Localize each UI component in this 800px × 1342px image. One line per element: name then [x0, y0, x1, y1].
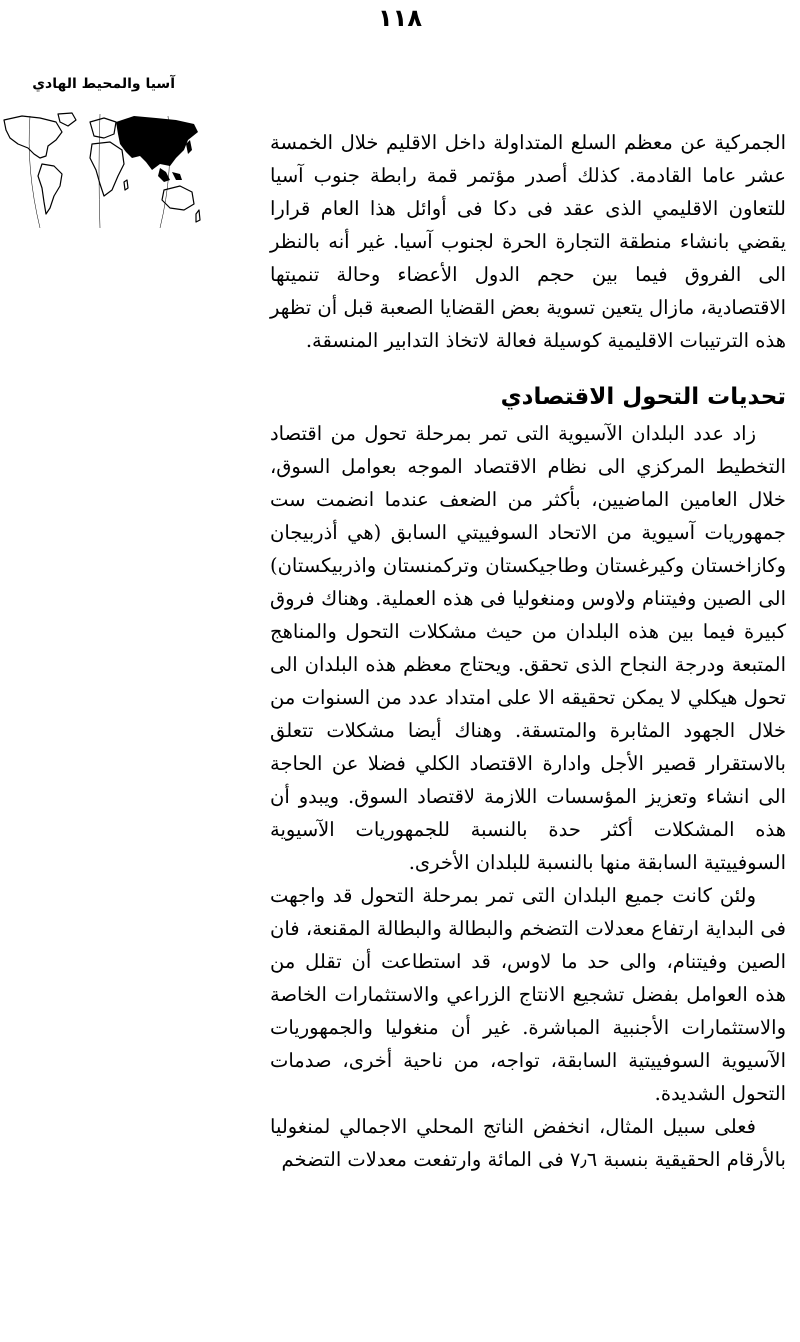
section-heading: تحديات التحول الاقتصادي [500, 384, 786, 410]
south-america-outline [38, 164, 62, 214]
north-america-outline [4, 116, 62, 158]
greenland-outline [58, 113, 76, 126]
australia-outline [162, 186, 194, 210]
paragraph-3: ولئن كانت جميع البلدان التى تمر بمرحلة التحول قد واجهت فى البداية ارتفاع معدلات التضخم والبطالة والبطالة المقنعة، فان الصين وفيتنام، والى حد ما لاوس، قد استطاعت أن تقلل من هذه العوامل بفضل تشجيع الانتاج الزراعي والاستثمارات الخاصة والاستثمارات الأجنبية المباشرة. غير أن منغوليا والجمهوريات الآسيوية السوفييتية السابقة، تواجه، من ناحية أخرى، صدمات التحول الشديدة. [270, 884, 786, 1105]
body-text-column [270, 126, 786, 1176]
running-section-title: آسيا والمحيط الهادي [32, 76, 175, 92]
page-number: ١١٨ [378, 4, 422, 32]
paragraph-1: الجمركية عن معظم السلع المتداولة داخل الاقليم خلال الخمسة عشر عاما القادمة. كذلك أصدر مؤتمر قمة رابطة جنوب آسيا للتعاون الاقليمي الذى عقد فى دكا فى أوائل هذا العام قرارا يقضي بانشاء منطقة التجارة الحرة لجنوب آسيا. غير أنه بالنظر الى الفروق فيما بين حجم الدول الأعضاء وحالة تنميتها الاقتصادية، مازال يتعين تسوية بعض القضايا الصعبة قبل أن تظهر هذه الترتيبات الاقليمية كوسيلة فعالة لاتخاذ التدابير المنسقة. [270, 131, 786, 352]
world-map-icon [0, 110, 202, 232]
paragraph-4: فعلى سبيل المثال، انخفض الناتج المحلي الاجمالي لمنغوليا بالأرقام الحقيقية بنسبة ٧٫٦ فى المائة وارتفعت معدلات التضخم [270, 1115, 786, 1171]
europe-outline [90, 118, 116, 138]
africa-outline [90, 142, 124, 196]
asia-highlight [116, 116, 198, 170]
paragraph-2: زاد عدد البلدان الآسيوية التى تمر بمرحلة تحول من اقتصاد التخطيط المركزي الى نظام الاقتصاد الموجه بعوامل السوق، خلال العامين الماضيين، بأكثر من الضعف عندما انضمت ست جمهوريات آسيوية من الاتحاد السوفييتي السابق (هي أذربيجان وكازاخستان وكيرغستان وطاجيكستان وتركمنستان واذربيكستان) الى الصين وفيتنام ولاوس ومنغوليا فى هذه العملية. وهناك فروق كبيرة فيما بين هذه البلدان من حيث مشكلات التحول والمناهج المتبعة ودرجة النجاح الذى تحقق. ويحتاج معظم هذه البلدان الى تحول هيكلي لا يمكن تحقيقه الا على امتداد عدد من السنوات من خلال الجهود المثابرة والمتسقة. وهناك أيضا مشكلات تتعلق بالاستقرار قصير الأجل وادارة الاقتصاد الكلي فضلا عن الحاجة الى انشاء وتعزيز المؤسسات اللازمة لاقتصاد السوق. ويبدو أن هذه المشكلات أكثر حدة بالنسبة للجمهوريات الآسيوية السوفييتية السابقة منها بالنسبة للبلدان الأخرى. [270, 422, 786, 874]
